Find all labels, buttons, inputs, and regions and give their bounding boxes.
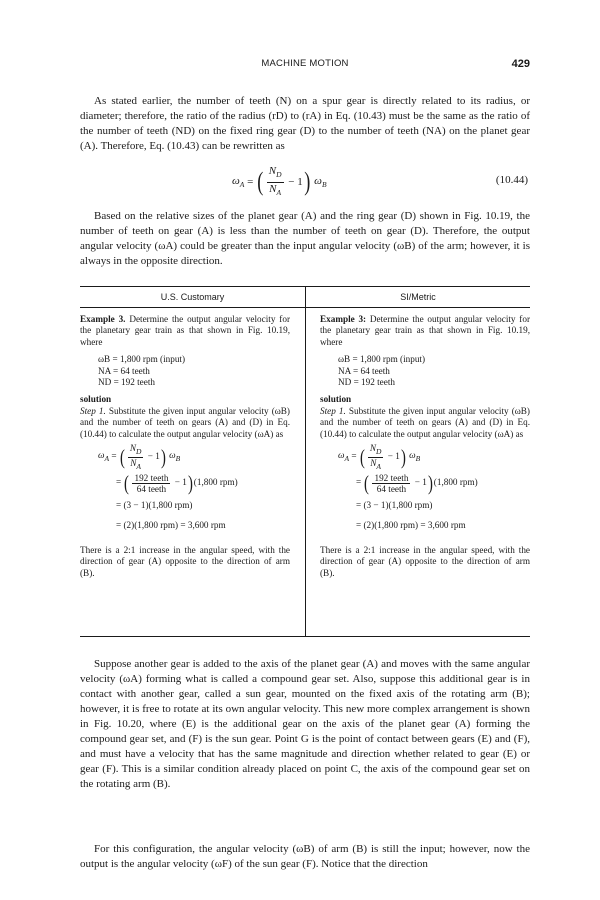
calc-line-4-si: = (2)(1,800 rpm) = 3,600 rpm [356,520,466,531]
given-na-si: NA = 64 teeth [338,365,390,376]
solution-label-si: solution [320,394,352,405]
running-head: MACHINE MOTION [261,58,349,69]
column-divider [305,287,306,636]
calc-numerator-si: 192 teeth [374,472,409,483]
calculation-si: $\omega_A$ = ( $\frac{N_D}{N_A}$ − 1 ) $\omega_B$ = ( $\frac{\text{192 teeth}}{\text{64 teeth}}$ − 1 ) (1,800 rpm) = (3 − 1)(1,800 rpm) = (2)(1,800 rpm) = 3,600 rpm [320,446,530,532]
si-metric-column [320,314,530,579]
step-text-si: Substitute the given input angular velocity (ωB) and the number of teeth on gears (A) and (D) in Eq. (10.44) to calculate the output angular velocity (ωA) as [320,405,530,439]
example-text: Determine the output angular velocity for the planetary gear train as that shown in Fig. 10.19, where [80,314,290,347]
intro-paragraph-1: As stated earlier, the number of teeth (N) on a spur gear is directly related to its radius, or diameter; therefore, the ratio of the radius (rD) to (rA) in Eq. (10.43) must be the same as the ratio of the number of teeth (ND) on the fixed ring gear (D) to the number of teeth (NA) on the planet gear (A). Therefore, Eq. (10.43) can be rewritten as [80,95,530,152]
step-label-si: Step 1. [320,405,346,416]
calc-line-4: = (2)(1,800 rpm) = 3,600 rpm [116,520,226,531]
calc-denominator: 64 teeth [136,483,167,494]
example-label: Example 3. [80,314,126,324]
page-number: 429 [511,58,530,70]
given-omega-b-si: ωB = 1,800 rpm (input) [338,354,426,365]
step-text: Substitute the given input angular velocity (ωB) and the number of teeth on gears (A) and (D) in Eq. (10.44) to calculate the output angular velocity (ωA) as [80,405,290,439]
solution-label: solution [80,394,112,405]
calc-denominator-si: 64 teeth [376,483,407,494]
calc-line-3: = (3 − 1)(1,800 rpm) [116,500,193,511]
given-nd: ND = 192 teeth [98,377,155,388]
intro-paragraph-2: Based on the relative sizes of the planet gear (A) and the ring gear (D) shown in Fig. 10.19, the number of teeth on gear (A) is less than the number of teeth on gear (D). Therefore, the output angular velocity (ωA) could be greater than the input angular velocity (ωB) of the arm; however, it is always in the opposite direction. [80,210,530,267]
equation-10-44: $\omega_A$ = ( $\frac{N_D}{N_A}$ − 1 ) $\omega_B$ [232,165,327,197]
calc-numerator: 192 teeth [134,472,169,483]
right-column-heading: SI/Metric [306,287,530,308]
given-nd-si: ND = 192 teeth [338,377,395,388]
left-column-heading: U.S. Customary [80,287,305,308]
outro-paragraph-1: Suppose another gear is added to the axis of the planet gear (A) and moves with the same angular velocity (ωA) forming what is called a compound gear set. Also, suppose this additional gear is in contact with another gear, called a sun gear, mounted on the fixed axis of the rotating arm (B); however, it is free to rotate at its own angular velocity. This new more complex arrangement is shown in Fig. 10.20, where (E) is the additional gear on the axis of the planet gear (A) forming the compound gear set, and (F) is the sun gear. Point G is the point of contact between gears (E) and (F), and must have a velocity that has the same magnitude and direction whether related to gear (E) or gear (F). This is a similar condition already placed on point C, the axis of the compound gear set on the rotating arm (B). [80,658,530,790]
given-values-si [338,354,530,388]
given-values [98,354,290,388]
conclusion-si: There is a 2:1 increase in the angular speed, with the direction of gear (A) opposite to the direction of arm (B). [320,544,530,578]
calc-line-3-si: = (3 − 1)(1,800 rpm) [356,500,433,511]
outro-paragraph-2: For this configuration, the angular velocity (ωB) of arm (B) is still the input; however, now the output is the angular velocity (ωF) of the sun gear (F). Notice that the direction [80,843,530,870]
conclusion: There is a 2:1 increase in the angular speed, with the direction of gear (A) opposite to the direction of arm (B). [80,544,290,578]
example-text-si: Determine the output angular velocity for the planetary gear train as that shown in Fig. 10.19, where [320,314,530,347]
page-header [80,58,530,74]
us-customary-column [80,314,290,579]
example-label-si: Example 3: [320,314,367,324]
equation-label: (10.44) [495,174,528,186]
example-table [80,286,530,637]
calculation: $\omega_A$ = ( $\frac{N_D}{N_A}$ − 1 ) $\omega_B$ = ( $\frac{\text{192 teeth}}{\text{64 teeth}}$ − 1 ) (1,800 rpm) = (3 − 1)(1,800 rpm) = (2)(1,800 rpm) = 3,600 rpm [80,446,290,532]
step-label: Step 1. [80,405,106,416]
given-na: NA = 64 teeth [98,365,150,376]
given-omega-b: ωB = 1,800 rpm (input) [98,354,186,365]
